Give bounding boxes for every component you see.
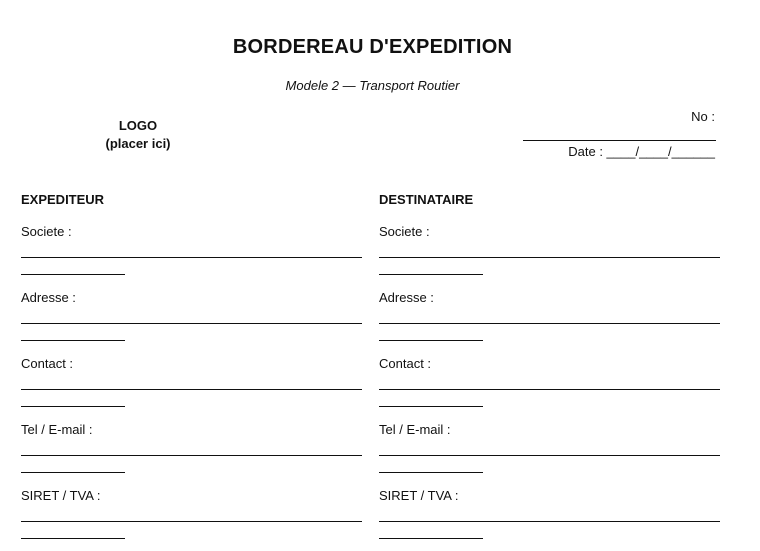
document-subtitle: Modele 2 — Transport Routier xyxy=(285,78,460,93)
fill-line-short[interactable] xyxy=(21,538,125,539)
logo-label: LOGO xyxy=(118,118,158,133)
sender-title: EXPEDITEUR xyxy=(21,192,105,207)
field-label: Adresse : xyxy=(21,290,76,305)
fill-line[interactable] xyxy=(379,257,720,258)
fill-line[interactable] xyxy=(21,257,362,258)
fill-line-short[interactable] xyxy=(21,274,125,275)
number-blank-line[interactable] xyxy=(523,140,716,141)
field-label: Contact : xyxy=(379,356,432,371)
fill-line-short[interactable] xyxy=(379,472,483,473)
sender-company-field[interactable] xyxy=(21,212,363,278)
date-field[interactable]: Date : ____/____/______ xyxy=(568,144,715,159)
field-label: Societe : xyxy=(379,224,430,239)
fill-line[interactable] xyxy=(379,389,720,390)
logo-hint: (placer ici) xyxy=(105,136,171,151)
sender-siret-vat-field[interactable] xyxy=(21,476,363,542)
fill-line-short[interactable] xyxy=(21,340,125,341)
recipient-section xyxy=(379,192,721,542)
recipient-contact-field[interactable] xyxy=(379,344,721,410)
fill-line[interactable] xyxy=(379,455,720,456)
fill-line[interactable] xyxy=(21,389,362,390)
fill-line[interactable] xyxy=(21,455,362,456)
recipient-siret-vat-field[interactable] xyxy=(379,476,721,542)
fill-line[interactable] xyxy=(379,521,720,522)
fill-line[interactable] xyxy=(21,323,362,324)
field-label: SIRET / TVA : xyxy=(379,488,459,503)
recipient-phone-email-field[interactable] xyxy=(379,410,721,476)
fill-line-short[interactable] xyxy=(379,274,483,275)
field-label: Contact : xyxy=(21,356,74,371)
recipient-title: DESTINATAIRE xyxy=(379,192,474,207)
recipient-company-field[interactable] xyxy=(379,212,721,278)
document-title: BORDEREAU D'EXPEDITION xyxy=(232,36,513,58)
sender-address-field[interactable] xyxy=(21,278,363,344)
sender-section xyxy=(21,192,363,542)
field-label: Tel / E-mail : xyxy=(21,422,93,437)
field-label: Societe : xyxy=(21,224,72,239)
fill-line-short[interactable] xyxy=(21,406,125,407)
sender-contact-field[interactable] xyxy=(21,344,363,410)
sender-phone-email-field[interactable] xyxy=(21,410,363,476)
fill-line-short[interactable] xyxy=(379,538,483,539)
field-label: SIRET / TVA : xyxy=(21,488,101,503)
fill-line[interactable] xyxy=(379,323,720,324)
number-label: No : xyxy=(691,109,715,124)
recipient-address-field[interactable] xyxy=(379,278,721,344)
fill-line[interactable] xyxy=(21,521,362,522)
fill-line-short[interactable] xyxy=(379,340,483,341)
fill-line-short[interactable] xyxy=(21,472,125,473)
fill-line-short[interactable] xyxy=(379,406,483,407)
field-label: Adresse : xyxy=(379,290,434,305)
field-label: Tel / E-mail : xyxy=(379,422,451,437)
logo-placeholder xyxy=(88,117,188,153)
